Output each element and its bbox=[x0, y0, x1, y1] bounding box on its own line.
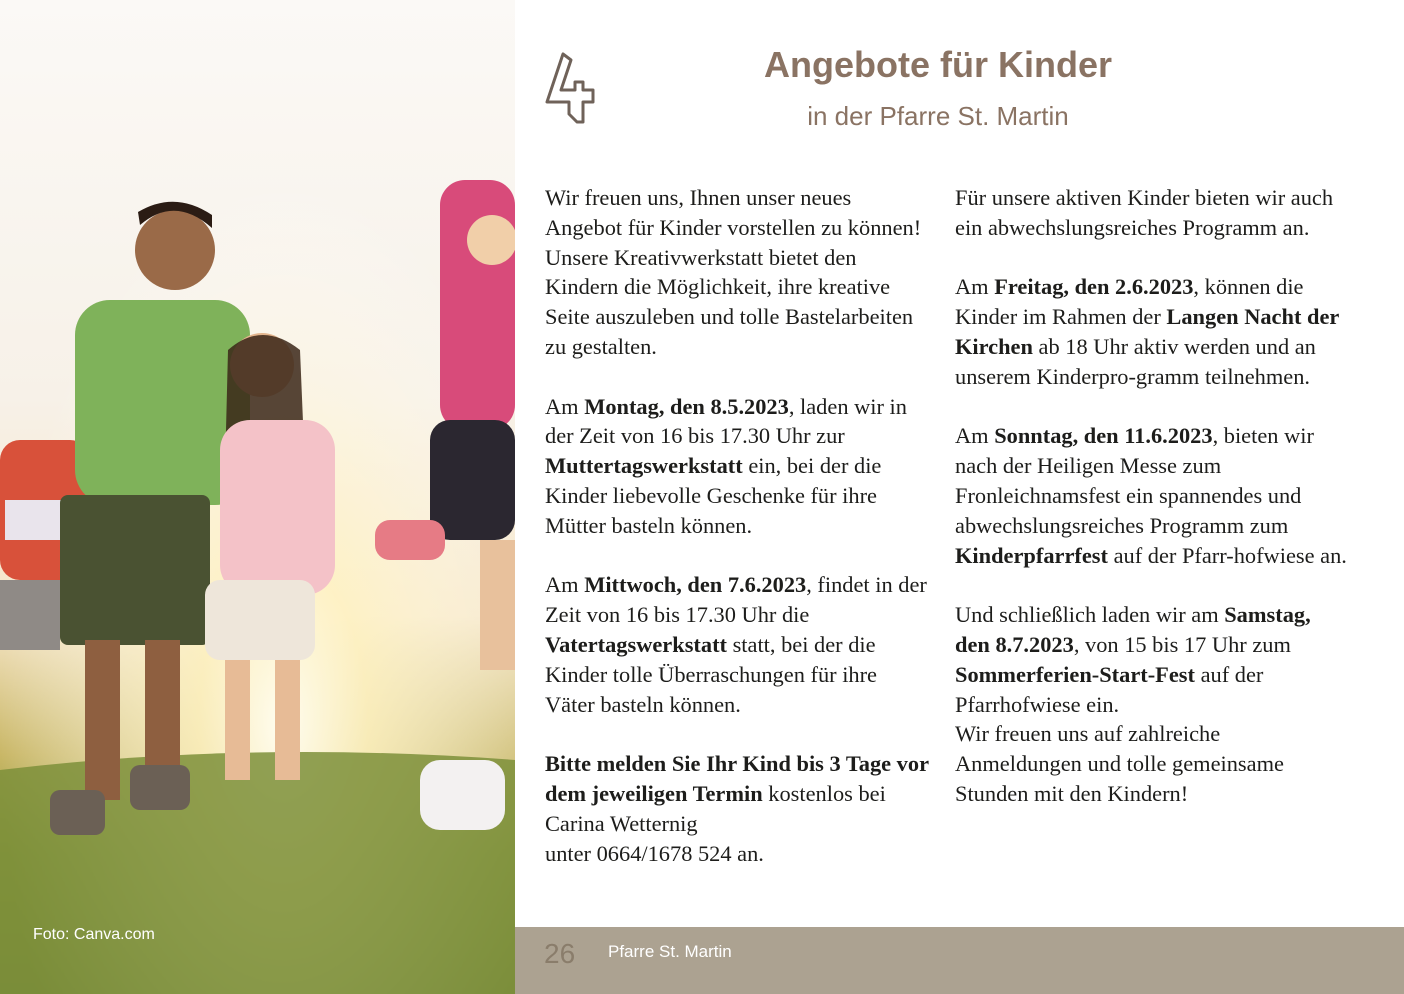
parish-logo-icon bbox=[541, 50, 599, 124]
page-footer bbox=[515, 927, 1404, 994]
paragraph: Am Montag, den 8.5.2023, laden wir in der Zeit von 16 bis 17.30 Uhr zur Muttertagswerkstatt ein, bei der die Kinder liebevolle Geschenke für ihre Mütter basteln können. bbox=[545, 393, 907, 538]
paragraph: Wir freuen uns, Ihnen unser neues Angebot für Kinder vorstellen zu können! Unsere Kreativwerkstatt bietet den Kindern die Möglichkeit, ihre kreative Seite auszuleben und tolle Bastelarbeiten zu gestalten. bbox=[545, 185, 922, 359]
paragraph: Für unsere aktiven Kinder bieten wir auch ein abwechslungsreiches Programm an. bbox=[955, 185, 1334, 240]
paragraph: Und schließlich laden wir am Samstag, den 8.7.2023, von 15 bis 17 Uhr zum Sommerferien-Start-Fest auf der Pfarrhofwiese ein. Wir freuen uns auf zahlreiche Anmeldungen und tolle gemeinsame Stunden mit den Kindern! bbox=[955, 602, 1311, 806]
paragraph: Bitte melden Sie Ihr Kind bis 3 Tage vor dem jeweiligen Termin kostenlos bei Carina Wetternig unter 0664/1678 524 an. bbox=[545, 751, 929, 866]
photo-credit: Foto: Canva.com bbox=[33, 926, 155, 943]
paragraph: Am Sonntag, den 11.6.2023, bieten wir nach der Heiligen Messe zum Fronleichnamsfest ein spannendes und abwechslungsreiches Programm zum Kinderpfarrfest auf der Pfarr-hofwiese an. bbox=[955, 423, 1347, 568]
page-number: 26 bbox=[544, 938, 576, 969]
kids-photo-illustration bbox=[0, 0, 515, 994]
paragraph: Am Mittwoch, den 7.6.2023, findet in der Zeit von 16 bis 17.30 Uhr die Vatertagswerkstatt statt, bei der die Kinder tolle Überraschungen für ihre Väter basteln können. bbox=[545, 572, 927, 717]
page-subtitle: in der Pfarre St. Martin bbox=[807, 101, 1069, 131]
page-title: Angebote für Kinder bbox=[764, 44, 1112, 85]
footer-label: Pfarre St. Martin bbox=[608, 942, 732, 961]
kids-photo bbox=[0, 0, 515, 994]
text-column-left bbox=[545, 183, 930, 898]
paragraph: Am Freitag, den 2.6.2023, können die Kinder im Rahmen der Langen Nacht der Kirchen ab 18 Uhr aktiv werden und an unserem Kinderpro-gramm teilnehmen. bbox=[955, 274, 1339, 389]
text-column-right bbox=[955, 183, 1350, 839]
